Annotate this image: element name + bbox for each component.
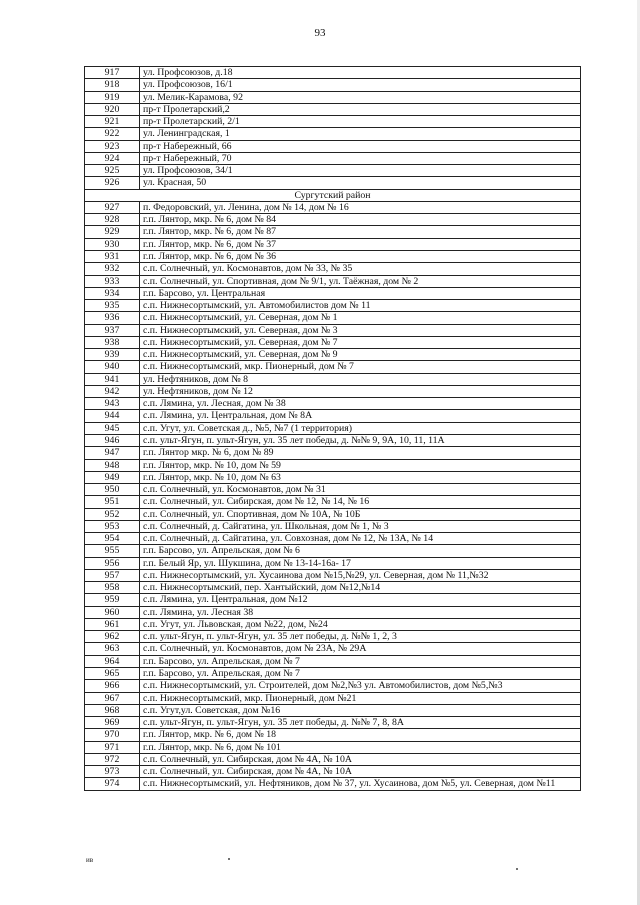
row-number: 933 [85, 275, 140, 287]
row-number: 971 [85, 741, 140, 753]
table-row [85, 238, 581, 250]
table-row [85, 116, 581, 128]
table-row [85, 655, 581, 667]
row-number: 937 [85, 324, 140, 336]
row-number: 959 [85, 594, 140, 606]
row-number: 955 [85, 545, 140, 557]
row-address: с.п. Солнечный, ул. Спортивная, дом № 9/1, ул. Таёжная, дом № 2 [140, 275, 581, 287]
row-number: 927 [85, 201, 140, 213]
row-address: г.п. Лянтор, мкр. № 10, дом № 59 [140, 459, 581, 471]
row-address: с.п. Лямина, ул. Центральная, дом № 8А [140, 410, 581, 422]
table-row [85, 324, 581, 336]
table-row [85, 201, 581, 213]
row-number: 942 [85, 385, 140, 397]
table-row [85, 753, 581, 765]
table-row [85, 520, 581, 532]
row-address: г.п. Лянтор, мкр. № 10, дом № 63 [140, 471, 581, 483]
row-address: г.п. Лянтор, мкр. № 6, дом № 101 [140, 741, 581, 753]
table-row [85, 214, 581, 226]
row-address: ул. Нефтяников, дом № 12 [140, 385, 581, 397]
row-address: с.п. ульт-Ягун, п. ульт-Ягун, ул. 35 лет победы, д. №№ 7, 8, 8А [140, 717, 581, 729]
table-row [85, 361, 581, 373]
table-row [85, 447, 581, 459]
row-number: 974 [85, 778, 140, 790]
table-row [85, 508, 581, 520]
row-number: 944 [85, 410, 140, 422]
table-row [85, 766, 581, 778]
row-number: 931 [85, 250, 140, 262]
row-number: 920 [85, 103, 140, 115]
row-address: ул. Красная, 50 [140, 177, 581, 189]
table-row [85, 385, 581, 397]
row-number: 964 [85, 655, 140, 667]
table-row [85, 263, 581, 275]
row-number: 953 [85, 520, 140, 532]
table-row [85, 668, 581, 680]
table-row [85, 422, 581, 434]
row-address: с.п. Нижнесортымский, ул. Северная, дом № 3 [140, 324, 581, 336]
row-number: 934 [85, 287, 140, 299]
row-number: 951 [85, 496, 140, 508]
table-row [85, 692, 581, 704]
table-row [85, 103, 581, 115]
row-address: г.п. Барсово, ул. Центральная [140, 287, 581, 299]
table-row [85, 741, 581, 753]
row-number: 943 [85, 398, 140, 410]
row-number: 957 [85, 569, 140, 581]
row-address: с.п. Солнечный, д. Сайгатина, ул. Школьная, дом № 1, № 3 [140, 520, 581, 532]
page-number: 93 [314, 27, 326, 39]
table-row [85, 704, 581, 716]
table-row [85, 128, 581, 140]
table-row [85, 545, 581, 557]
row-number: 929 [85, 226, 140, 238]
row-address: с.п. Солнечный, д. Сайгатина, ул. Совхозная, дом № 12, № 13А, № 14 [140, 533, 581, 545]
row-number: 958 [85, 582, 140, 594]
row-number: 972 [85, 753, 140, 765]
row-address: г.п. Лянтор, мкр. № 6, дом № 18 [140, 729, 581, 741]
row-address: с.п. Лямина, ул. Лесная, дом № 38 [140, 398, 581, 410]
table-row [85, 300, 581, 312]
table-row [85, 557, 581, 569]
row-number: 963 [85, 643, 140, 655]
scan-speck [516, 868, 518, 870]
table-row [85, 631, 581, 643]
row-address: с.п. Нижнесортымский, ул. Северная, дом № 1 [140, 312, 581, 324]
table-row [85, 312, 581, 324]
row-address: г.п. Барсово, ул. Апрельская, дом № 7 [140, 668, 581, 680]
row-number: 948 [85, 459, 140, 471]
row-number: 950 [85, 484, 140, 496]
table-row [85, 165, 581, 177]
row-address: с.п. Лямина, ул. Лесная 38 [140, 606, 581, 618]
table-row [85, 434, 581, 446]
row-address: ул. Профсоюзов, 34/1 [140, 165, 581, 177]
row-number: 960 [85, 606, 140, 618]
table-row [85, 569, 581, 581]
table-row [85, 582, 581, 594]
row-address: с.п. Солнечный, ул. Космонавтов, дом № 33, № 35 [140, 263, 581, 275]
table-row [85, 618, 581, 630]
row-address: с.п. Солнечный, ул. Сибирская, дом № 4А, № 10А [140, 753, 581, 765]
row-address: с.п. Солнечный, ул. Спортивная, дом № 10А, № 10Б [140, 508, 581, 520]
row-address: с.п. Нижнесортымский, ул. Автомобилистов дом № 11 [140, 300, 581, 312]
row-number: 970 [85, 729, 140, 741]
row-address: пр-т Набережный, 70 [140, 152, 581, 164]
row-address: ул. Нефтяников, дом № 8 [140, 373, 581, 385]
row-address: с.п. Нижнесортымский, ул. Нефтяников, дом № 37, ул. Хусаинова, дом №5, ул. Северная, дом №11 [140, 778, 581, 790]
row-number: 945 [85, 422, 140, 434]
row-number: 954 [85, 533, 140, 545]
row-address: пр-т Пролетарский, 2/1 [140, 116, 581, 128]
table-row [85, 459, 581, 471]
table-row [85, 606, 581, 618]
row-number: 968 [85, 704, 140, 716]
table-row [85, 79, 581, 91]
table-row [85, 410, 581, 422]
row-number: 921 [85, 116, 140, 128]
row-address: с.п. Нижнесортымский, ул. Северная, дом № 9 [140, 349, 581, 361]
row-address: с.п. Нижнесортымский, мкр. Пионерный, дом №21 [140, 692, 581, 704]
table-row [85, 471, 581, 483]
table-row [85, 275, 581, 287]
row-number: 941 [85, 373, 140, 385]
row-address: с.п. ульт-Ягун, п. ульт-Ягун, ул. 35 лет победы, д. №№ 9, 9А, 10, 11, 11А [140, 434, 581, 446]
row-address: с.п. Солнечный, ул. Космонавтов, дом № 31 [140, 484, 581, 496]
table-row [85, 484, 581, 496]
row-address: ул. Ленинградская, 1 [140, 128, 581, 140]
row-number: 967 [85, 692, 140, 704]
row-address: с.п. Нижнесортымский, пер. Хантыйский, дом №12,№14 [140, 582, 581, 594]
row-address: г.п. Лянтор, мкр. № 6, дом № 37 [140, 238, 581, 250]
row-address: г.п. Барсово, ул. Апрельская, дом № 7 [140, 655, 581, 667]
row-address: г.п. Лянтор, мкр. № 6, дом № 87 [140, 226, 581, 238]
table-row [85, 373, 581, 385]
row-number: 949 [85, 471, 140, 483]
table-row [85, 680, 581, 692]
row-number: 940 [85, 361, 140, 373]
row-address: г.п. Лянтор мкр. № 6, дом № 89 [140, 447, 581, 459]
row-address: с.п. Нижнесортымский, мкр. Пионерный, дом № 7 [140, 361, 581, 373]
row-address: с.п. Угут, ул. Советская д., №5, №7 (1 территория) [140, 422, 581, 434]
table-row [85, 398, 581, 410]
row-number: 936 [85, 312, 140, 324]
row-address: пр-т Набережный, 66 [140, 140, 581, 152]
row-number: 965 [85, 668, 140, 680]
row-number: 917 [85, 67, 140, 79]
row-number: 962 [85, 631, 140, 643]
table-row [85, 287, 581, 299]
row-number: 952 [85, 508, 140, 520]
row-number: 932 [85, 263, 140, 275]
table-row [85, 67, 581, 79]
table-row [85, 717, 581, 729]
address-table [84, 66, 581, 791]
row-number: 966 [85, 680, 140, 692]
table-row [85, 152, 581, 164]
row-number: 922 [85, 128, 140, 140]
row-address: ул. Мелик-Карамова, 92 [140, 91, 581, 103]
table-row [85, 336, 581, 348]
table-row [85, 729, 581, 741]
row-address: с.п. Солнечный, ул. Сибирская, дом № 12, № 14, № 16 [140, 496, 581, 508]
row-number: 961 [85, 618, 140, 630]
row-address: ул. Профсоюзов, д.18 [140, 67, 581, 79]
row-address: с.п. Солнечный, ул. Сибирская, дом № 4А, № 10А [140, 766, 581, 778]
row-address: г.п. Лянтор, мкр. № 6, дом № 84 [140, 214, 581, 226]
row-number: 930 [85, 238, 140, 250]
row-address: п. Федоровский, ул. Ленина, дом № 14, дом № 16 [140, 201, 581, 213]
row-number: 956 [85, 557, 140, 569]
table-row [85, 91, 581, 103]
table-row [85, 533, 581, 545]
table-row [85, 177, 581, 189]
row-number: 919 [85, 91, 140, 103]
row-address: г.п. Барсово, ул. Апрельская, дом № 6 [140, 545, 581, 557]
row-address: г.п. Белый Яр, ул. Шукшина, дом № 13-14-16а- 17 [140, 557, 581, 569]
row-number: 969 [85, 717, 140, 729]
row-number: 923 [85, 140, 140, 152]
row-number: 918 [85, 79, 140, 91]
table-row [85, 594, 581, 606]
footer-mark: ив [86, 856, 94, 864]
section-title: Сургутский район [85, 189, 581, 201]
table-row [85, 140, 581, 152]
row-number: 926 [85, 177, 140, 189]
row-number: 935 [85, 300, 140, 312]
section-header-row [85, 189, 581, 201]
table-row [85, 778, 581, 790]
row-address: пр-т Пролетарский,2 [140, 103, 581, 115]
table-row [85, 496, 581, 508]
row-number: 924 [85, 152, 140, 164]
row-address: с.п. Нижнесортымский, ул. Северная, дом № 7 [140, 336, 581, 348]
table-row [85, 349, 581, 361]
row-address: с.п. Нижнесортымский, ул. Хусаинова дом №15,№29, ул. Северная, дом № 11,№32 [140, 569, 581, 581]
row-number: 946 [85, 434, 140, 446]
row-number: 947 [85, 447, 140, 459]
row-number: 938 [85, 336, 140, 348]
row-number: 925 [85, 165, 140, 177]
table-row [85, 250, 581, 262]
table-row [85, 226, 581, 238]
row-address: ул. Профсоюзов, 16/1 [140, 79, 581, 91]
row-number: 973 [85, 766, 140, 778]
row-number: 939 [85, 349, 140, 361]
row-address: с.п. Лямина, ул. Центральная, дом №12 [140, 594, 581, 606]
row-address: г.п. Лянтор, мкр. № 6, дом № 36 [140, 250, 581, 262]
row-address: с.п. Нижнесортымский, ул. Строителей, дом №2,№3 ул. Автомобилистов, дом №5,№3 [140, 680, 581, 692]
table-row [85, 643, 581, 655]
row-address: с.п. Угут,ул. Советская, дом №16 [140, 704, 581, 716]
scan-speck [228, 858, 230, 860]
row-address: с.п. Угут, ул. Львовская, дом №22, дом, №24 [140, 618, 581, 630]
row-address: с.п. Солнечный, ул. Космонавтов, дом № 23А, № 29А [140, 643, 581, 655]
row-address: с.п. ульт-Ягун, п. ульт-Ягун, ул. 35 лет победы, д. №№ 1, 2, 3 [140, 631, 581, 643]
row-number: 928 [85, 214, 140, 226]
